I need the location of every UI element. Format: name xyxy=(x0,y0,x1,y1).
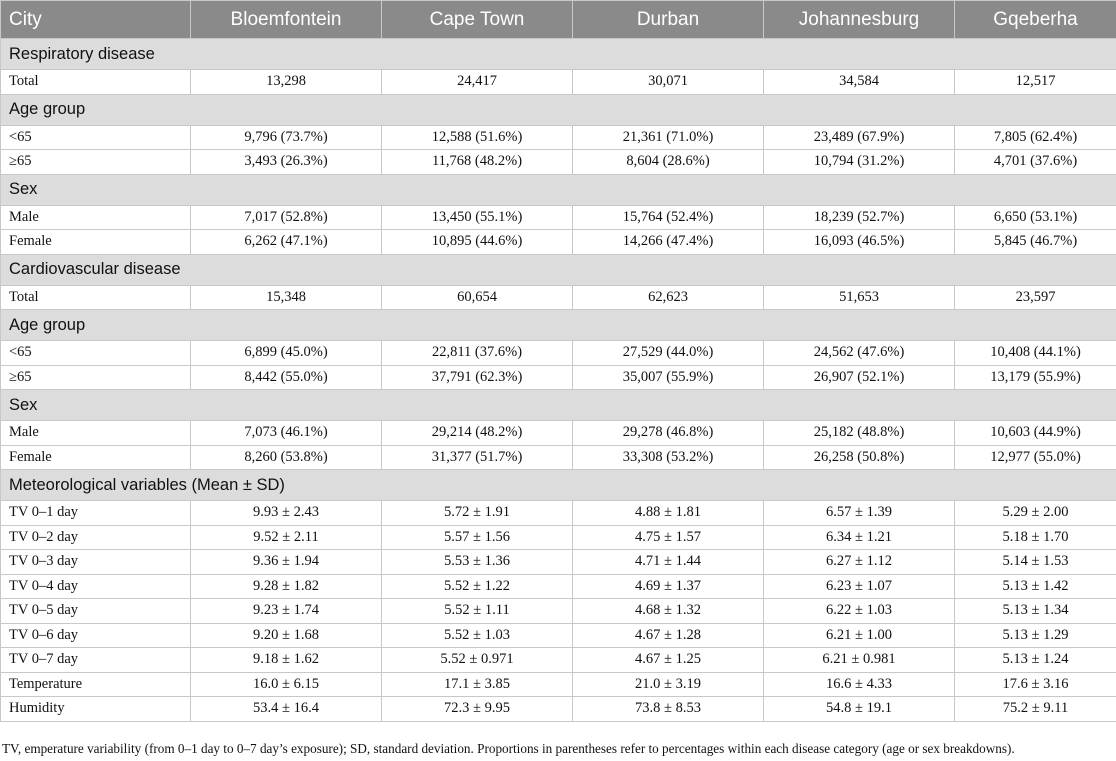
table-cell: 4.69 ± 1.37 xyxy=(573,574,764,599)
section-label: Age group xyxy=(1,94,1116,125)
row-label: Total xyxy=(1,285,191,310)
table-cell: 5.52 ± 1.22 xyxy=(382,574,573,599)
table-cell: 60,654 xyxy=(382,285,573,310)
table-cell: 24,562 (47.6%) xyxy=(764,341,955,366)
table-cell: 14,266 (47.4%) xyxy=(573,230,764,255)
table-cell: 9.28 ± 1.82 xyxy=(191,574,382,599)
table-cell: 34,584 xyxy=(764,70,955,95)
section-label: Meteorological variables (Mean ± SD) xyxy=(1,470,1116,501)
table-cell: 9.23 ± 1.74 xyxy=(191,599,382,624)
table-cell: 22,811 (37.6%) xyxy=(382,341,573,366)
row-label: TV 0–2 day xyxy=(1,525,191,550)
table-cell: 6,650 (53.1%) xyxy=(955,205,1116,230)
table-cell: 3,493 (26.3%) xyxy=(191,150,382,175)
section-header-row xyxy=(1,39,1116,70)
table-cell: 25,182 (48.8%) xyxy=(764,421,955,446)
table-cell: 9,796 (73.7%) xyxy=(191,125,382,150)
row-label: Total xyxy=(1,70,191,95)
table-cell: 26,907 (52.1%) xyxy=(764,365,955,390)
table-cell: 5.14 ± 1.53 xyxy=(955,550,1116,575)
table-cell: 16,093 (46.5%) xyxy=(764,230,955,255)
row-label: ≥65 xyxy=(1,150,191,175)
table-cell: 54.8 ± 19.1 xyxy=(764,697,955,722)
table-cell: 5.13 ± 1.29 xyxy=(955,623,1116,648)
header-bloemfontein: Bloemfontein xyxy=(191,1,382,39)
table-cell: 9.36 ± 1.94 xyxy=(191,550,382,575)
table-row xyxy=(1,365,1116,390)
table-row xyxy=(1,445,1116,470)
table-cell: 23,597 xyxy=(955,285,1116,310)
table-cell: 4.71 ± 1.44 xyxy=(573,550,764,575)
header-city: City xyxy=(1,1,191,39)
section-header-row xyxy=(1,254,1116,285)
table-cell: 4.67 ± 1.28 xyxy=(573,623,764,648)
table-cell: 33,308 (53.2%) xyxy=(573,445,764,470)
table-cell: 10,603 (44.9%) xyxy=(955,421,1116,446)
table-cell: 9.93 ± 2.43 xyxy=(191,501,382,526)
table-cell: 13,298 xyxy=(191,70,382,95)
row-label: TV 0–1 day xyxy=(1,501,191,526)
header-durban: Durban xyxy=(573,1,764,39)
table-cell: 29,278 (46.8%) xyxy=(573,421,764,446)
table-cell: 6,899 (45.0%) xyxy=(191,341,382,366)
row-label: Male xyxy=(1,205,191,230)
table-cell: 5.13 ± 1.34 xyxy=(955,599,1116,624)
table-cell: 53.4 ± 16.4 xyxy=(191,697,382,722)
table-cell: 21.0 ± 3.19 xyxy=(573,672,764,697)
table-cell: 5.13 ± 1.24 xyxy=(955,648,1116,673)
table-cell: 4.67 ± 1.25 xyxy=(573,648,764,673)
table-cell: 29,214 (48.2%) xyxy=(382,421,573,446)
table-cell: 6.23 ± 1.07 xyxy=(764,574,955,599)
table-cell: 24,417 xyxy=(382,70,573,95)
table-cell: 5.52 ± 1.11 xyxy=(382,599,573,624)
table-cell: 4.68 ± 1.32 xyxy=(573,599,764,624)
table-row xyxy=(1,70,1116,95)
header-johannesburg: Johannesburg xyxy=(764,1,955,39)
table-cell: 26,258 (50.8%) xyxy=(764,445,955,470)
table-cell: 73.8 ± 8.53 xyxy=(573,697,764,722)
table-cell: 7,805 (62.4%) xyxy=(955,125,1116,150)
table-cell: 6.22 ± 1.03 xyxy=(764,599,955,624)
table-body xyxy=(1,39,1116,722)
table-cell: 21,361 (71.0%) xyxy=(573,125,764,150)
section-label: Sex xyxy=(1,174,1116,205)
table-cell: 8,260 (53.8%) xyxy=(191,445,382,470)
table-cell: 6.21 ± 1.00 xyxy=(764,623,955,648)
header-row xyxy=(1,1,1116,39)
row-label: TV 0–4 day xyxy=(1,574,191,599)
row-label: Female xyxy=(1,230,191,255)
table-cell: 12,517 xyxy=(955,70,1116,95)
section-label: Respiratory disease xyxy=(1,39,1116,70)
table-cell: 9.20 ± 1.68 xyxy=(191,623,382,648)
row-label: TV 0–5 day xyxy=(1,599,191,624)
row-label: Humidity xyxy=(1,697,191,722)
row-label: TV 0–6 day xyxy=(1,623,191,648)
table-cell: 4.75 ± 1.57 xyxy=(573,525,764,550)
table-row xyxy=(1,672,1116,697)
table-cell: 5.13 ± 1.42 xyxy=(955,574,1116,599)
table-cell: 10,794 (31.2%) xyxy=(764,150,955,175)
table-cell: 10,408 (44.1%) xyxy=(955,341,1116,366)
section-header-row xyxy=(1,390,1116,421)
row-label: ≥65 xyxy=(1,365,191,390)
table-row xyxy=(1,285,1116,310)
table-cell: 6,262 (47.1%) xyxy=(191,230,382,255)
table-cell: 75.2 ± 9.11 xyxy=(955,697,1116,722)
table-cell: 23,489 (67.9%) xyxy=(764,125,955,150)
row-label: Female xyxy=(1,445,191,470)
table-row xyxy=(1,574,1116,599)
table-cell: 5.29 ± 2.00 xyxy=(955,501,1116,526)
table-row xyxy=(1,623,1116,648)
table-cell: 37,791 (62.3%) xyxy=(382,365,573,390)
table-cell: 5.72 ± 1.91 xyxy=(382,501,573,526)
table-cell: 18,239 (52.7%) xyxy=(764,205,955,230)
table-cell: 9.18 ± 1.62 xyxy=(191,648,382,673)
table-row xyxy=(1,550,1116,575)
table-cell: 12,977 (55.0%) xyxy=(955,445,1116,470)
table-cell: 7,017 (52.8%) xyxy=(191,205,382,230)
table-row xyxy=(1,501,1116,526)
table-cell: 5.57 ± 1.56 xyxy=(382,525,573,550)
section-header-row xyxy=(1,310,1116,341)
table-cell: 5.52 ± 0.971 xyxy=(382,648,573,673)
table-cell: 6.57 ± 1.39 xyxy=(764,501,955,526)
row-label: <65 xyxy=(1,341,191,366)
section-label: Cardiovascular disease xyxy=(1,254,1116,285)
table-cell: 9.52 ± 2.11 xyxy=(191,525,382,550)
row-label: Temperature xyxy=(1,672,191,697)
table-footnote: TV, emperature variability (from 0–1 day to 0–7 day’s exposure); SD, standard deviation. Proportions in parentheses refer to percentages within each disease category (age or sex breakdowns). xyxy=(2,741,1015,756)
table-cell: 4,701 (37.6%) xyxy=(955,150,1116,175)
row-label: TV 0–3 day xyxy=(1,550,191,575)
table-cell: 17.1 ± 3.85 xyxy=(382,672,573,697)
table-cell: 62,623 xyxy=(573,285,764,310)
table-row xyxy=(1,205,1116,230)
table-cell: 31,377 (51.7%) xyxy=(382,445,573,470)
section-header-row xyxy=(1,174,1116,205)
table-cell: 11,768 (48.2%) xyxy=(382,150,573,175)
table-cell: 13,450 (55.1%) xyxy=(382,205,573,230)
table-cell: 17.6 ± 3.16 xyxy=(955,672,1116,697)
table-cell: 27,529 (44.0%) xyxy=(573,341,764,366)
table-row xyxy=(1,230,1116,255)
table-cell: 5.53 ± 1.36 xyxy=(382,550,573,575)
table-row xyxy=(1,341,1116,366)
section-header-row xyxy=(1,94,1116,125)
table-cell: 6.34 ± 1.21 xyxy=(764,525,955,550)
table-row xyxy=(1,697,1116,722)
table-cell: 8,442 (55.0%) xyxy=(191,365,382,390)
table-cell: 6.21 ± 0.981 xyxy=(764,648,955,673)
table-cell: 72.3 ± 9.95 xyxy=(382,697,573,722)
table-cell: 8,604 (28.6%) xyxy=(573,150,764,175)
section-label: Sex xyxy=(1,390,1116,421)
table-cell: 15,764 (52.4%) xyxy=(573,205,764,230)
row-label: TV 0–7 day xyxy=(1,648,191,673)
table-cell: 5.52 ± 1.03 xyxy=(382,623,573,648)
section-label: Age group xyxy=(1,310,1116,341)
table-row xyxy=(1,599,1116,624)
table-row xyxy=(1,125,1116,150)
table-cell: 51,653 xyxy=(764,285,955,310)
table-cell: 4.88 ± 1.81 xyxy=(573,501,764,526)
header-cape-town: Cape Town xyxy=(382,1,573,39)
table-cell: 6.27 ± 1.12 xyxy=(764,550,955,575)
row-label: <65 xyxy=(1,125,191,150)
table-cell: 7,073 (46.1%) xyxy=(191,421,382,446)
table-row xyxy=(1,525,1116,550)
table-cell: 35,007 (55.9%) xyxy=(573,365,764,390)
row-label: Male xyxy=(1,421,191,446)
table-row xyxy=(1,648,1116,673)
table-cell: 12,588 (51.6%) xyxy=(382,125,573,150)
header-gqeberha: Gqeberha xyxy=(955,1,1116,39)
table-cell: 13,179 (55.9%) xyxy=(955,365,1116,390)
table-row xyxy=(1,421,1116,446)
table-cell: 10,895 (44.6%) xyxy=(382,230,573,255)
table-cell: 15,348 xyxy=(191,285,382,310)
table-row xyxy=(1,150,1116,175)
section-header-row xyxy=(1,470,1116,501)
table-cell: 30,071 xyxy=(573,70,764,95)
table-cell: 16.6 ± 4.33 xyxy=(764,672,955,697)
table-cell: 5.18 ± 1.70 xyxy=(955,525,1116,550)
table-cell: 16.0 ± 6.15 xyxy=(191,672,382,697)
table-cell: 5,845 (46.7%) xyxy=(955,230,1116,255)
